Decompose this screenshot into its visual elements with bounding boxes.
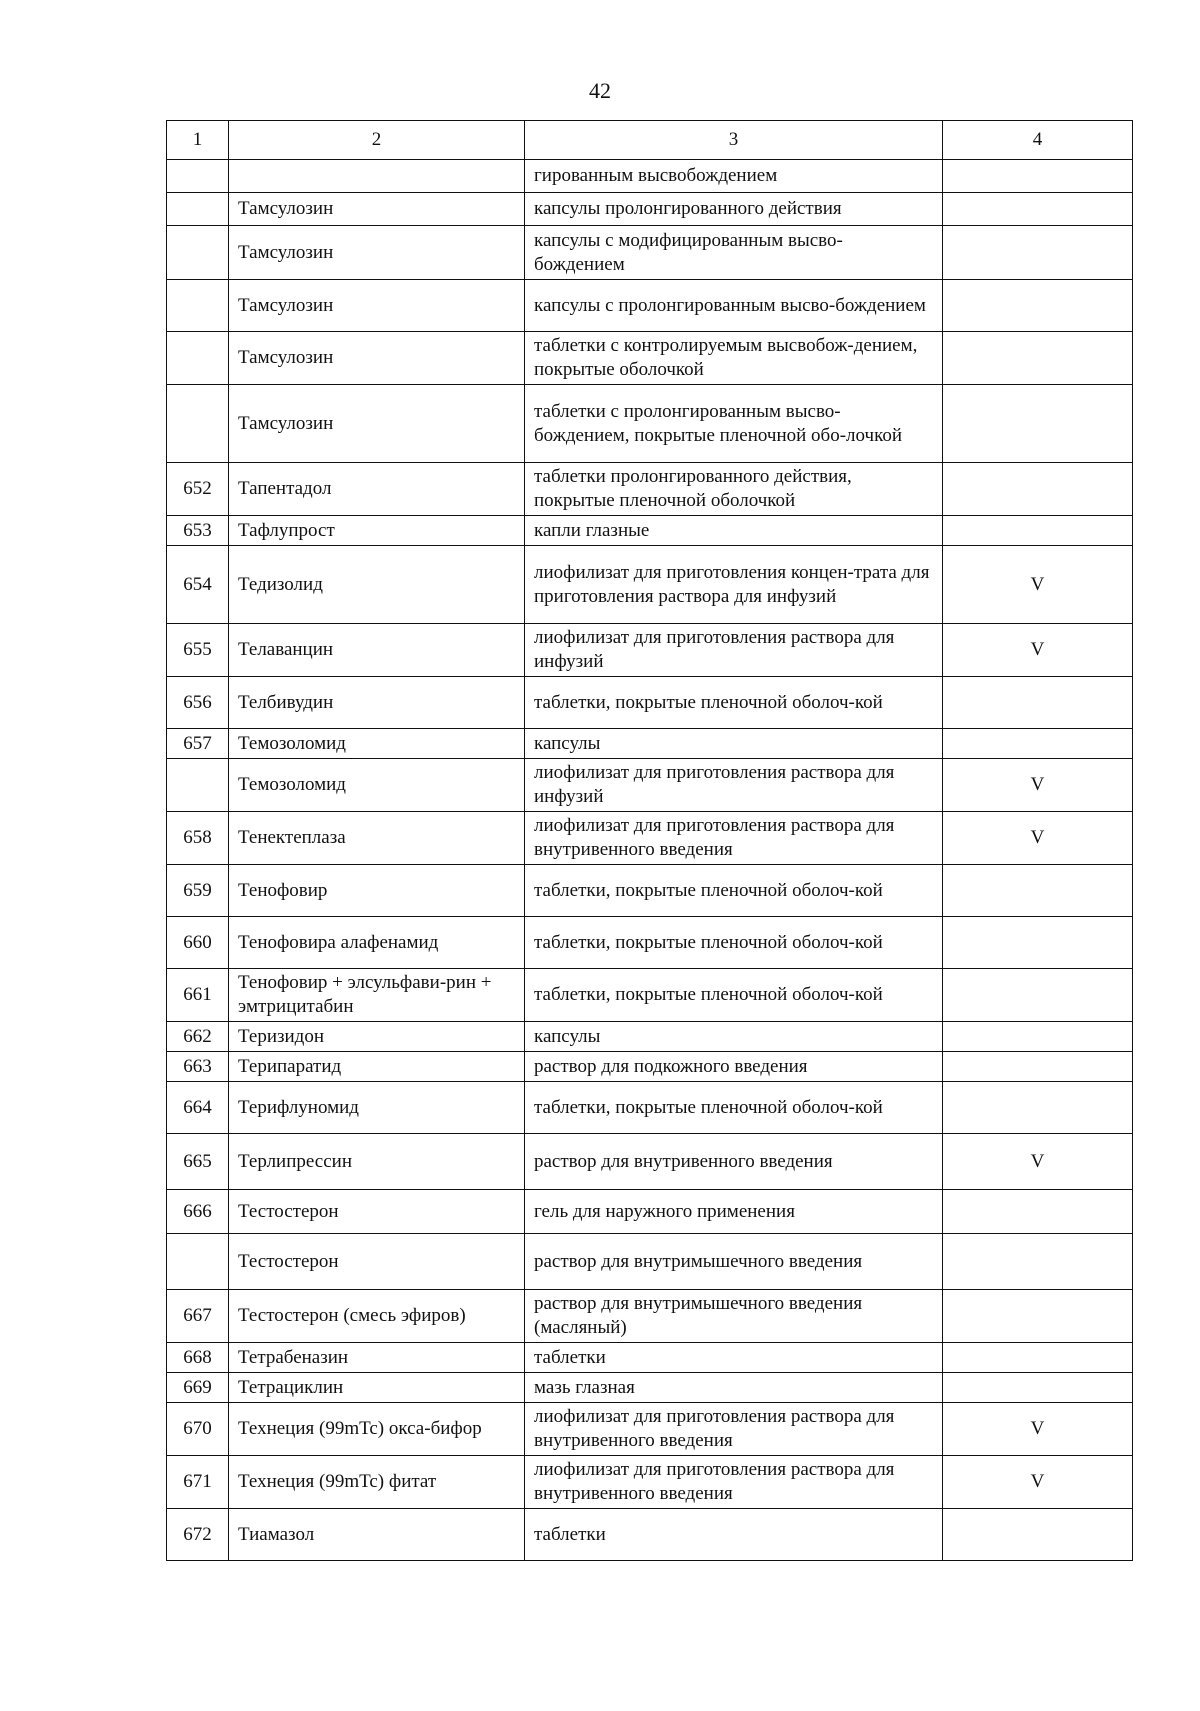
drug-name: Терифлуномид — [229, 1082, 525, 1134]
table-row — [167, 1456, 1133, 1509]
table-row — [167, 1052, 1133, 1082]
drug-name: Терипаратид — [229, 1052, 525, 1082]
table-row — [167, 226, 1133, 280]
mark-cell — [943, 1373, 1133, 1403]
row-number — [167, 160, 229, 193]
mark-cell — [943, 677, 1133, 729]
mark-cell — [943, 1343, 1133, 1373]
dosage-form: капсулы с пролонгированным высво-бождением — [525, 280, 943, 332]
dosage-form: таблетки — [525, 1509, 943, 1561]
drug-name: Тестостерон (смесь эфиров) — [229, 1290, 525, 1343]
drug-name: Тиамазол — [229, 1509, 525, 1561]
drug-name: Темозоломид — [229, 759, 525, 812]
drug-name: Тетрабеназин — [229, 1343, 525, 1373]
table-row — [167, 1509, 1133, 1561]
row-number: 669 — [167, 1373, 229, 1403]
row-number — [167, 280, 229, 332]
drug-name — [229, 160, 525, 193]
row-number — [167, 1234, 229, 1290]
mark-cell — [943, 1290, 1133, 1343]
dosage-form: таблетки — [525, 1343, 943, 1373]
dosage-form: раствор для внутримышечного введения (масляный) — [525, 1290, 943, 1343]
row-number: 654 — [167, 546, 229, 624]
dosage-form: капсулы — [525, 729, 943, 759]
dosage-form: таблетки с контролируемым высвобож-дением, покрытые оболочкой — [525, 332, 943, 385]
table-row — [167, 969, 1133, 1022]
table-row — [167, 1234, 1133, 1290]
column-header-3: 3 — [525, 121, 943, 160]
row-number: 670 — [167, 1403, 229, 1456]
dosage-form: мазь глазная — [525, 1373, 943, 1403]
dosage-form: капсулы с модифицированным высво-бождением — [525, 226, 943, 280]
dosage-form: гель для наружного применения — [525, 1190, 943, 1234]
row-number: 652 — [167, 463, 229, 516]
table-row — [167, 1082, 1133, 1134]
row-number: 661 — [167, 969, 229, 1022]
mark-cell — [943, 1190, 1133, 1234]
dosage-form: таблетки, покрытые пленочной оболоч-кой — [525, 865, 943, 917]
drug-name: Теризидон — [229, 1022, 525, 1052]
dosage-form: лиофилизат для приготовления раствора для инфузий — [525, 759, 943, 812]
dosage-form: лиофилизат для приготовления концен-трата для приготовления раствора для инфузий — [525, 546, 943, 624]
row-number: 659 — [167, 865, 229, 917]
row-number: 668 — [167, 1343, 229, 1373]
table-row — [167, 917, 1133, 969]
page-number: 42 — [589, 78, 611, 103]
row-number — [167, 332, 229, 385]
dosage-form: таблетки, покрытые пленочной оболоч-кой — [525, 1082, 943, 1134]
table-row — [167, 1134, 1133, 1190]
row-number: 662 — [167, 1022, 229, 1052]
row-number: 657 — [167, 729, 229, 759]
table-row — [167, 546, 1133, 624]
drug-name: Тапентадол — [229, 463, 525, 516]
table-body — [167, 160, 1133, 1561]
row-number — [167, 759, 229, 812]
mark-cell — [943, 1234, 1133, 1290]
dosage-form: капли глазные — [525, 516, 943, 546]
mark-cell — [943, 1509, 1133, 1561]
dosage-form: лиофилизат для приготовления раствора для внутривенного введения — [525, 812, 943, 865]
mark-cell — [943, 280, 1133, 332]
drug-name: Тафлупрост — [229, 516, 525, 546]
mark-cell: V — [943, 759, 1133, 812]
dosage-form: раствор для внутривенного введения — [525, 1134, 943, 1190]
table-row — [167, 1373, 1133, 1403]
drug-name: Тамсулозин — [229, 385, 525, 463]
table-row — [167, 759, 1133, 812]
mark-cell — [943, 865, 1133, 917]
table-row — [167, 1403, 1133, 1456]
row-number: 656 — [167, 677, 229, 729]
row-number: 672 — [167, 1509, 229, 1561]
table-row — [167, 160, 1133, 193]
mark-cell: V — [943, 546, 1133, 624]
table-row — [167, 1343, 1133, 1373]
table-row — [167, 677, 1133, 729]
table-row — [167, 385, 1133, 463]
row-number: 666 — [167, 1190, 229, 1234]
row-number — [167, 193, 229, 226]
table-row — [167, 812, 1133, 865]
dosage-form: капсулы пролонгированного действия — [525, 193, 943, 226]
dosage-form: таблетки, покрытые пленочной оболоч-кой — [525, 677, 943, 729]
mark-cell — [943, 729, 1133, 759]
mark-cell — [943, 1082, 1133, 1134]
drug-name: Тамсулозин — [229, 193, 525, 226]
table-row — [167, 332, 1133, 385]
drug-name: Технеция (99mTc) окса-бифор — [229, 1403, 525, 1456]
dosage-form: раствор для внутримышечного введения — [525, 1234, 943, 1290]
dosage-form: таблетки с пролонгированным высво-бождением, покрытые пленочной обо-лочкой — [525, 385, 943, 463]
drug-name: Тедизолид — [229, 546, 525, 624]
drug-name: Тамсулозин — [229, 332, 525, 385]
drug-name: Тамсулозин — [229, 280, 525, 332]
dosage-form: лиофилизат для приготовления раствора для инфузий — [525, 624, 943, 677]
table-row — [167, 1022, 1133, 1052]
drug-name: Тенофовир — [229, 865, 525, 917]
drug-name: Телаванцин — [229, 624, 525, 677]
mark-cell: V — [943, 1456, 1133, 1509]
mark-cell — [943, 516, 1133, 546]
row-number: 663 — [167, 1052, 229, 1082]
dosage-form: таблетки, покрытые пленочной оболоч-кой — [525, 969, 943, 1022]
dosage-form: лиофилизат для приготовления раствора для внутривенного введения — [525, 1403, 943, 1456]
dosage-form: таблетки, покрытые пленочной оболоч-кой — [525, 917, 943, 969]
drug-name: Темозоломид — [229, 729, 525, 759]
table-row — [167, 463, 1133, 516]
mark-cell — [943, 332, 1133, 385]
mark-cell — [943, 1022, 1133, 1052]
dosage-form: таблетки пролонгированного действия, покрытые пленочной оболочкой — [525, 463, 943, 516]
drug-name: Телбивудин — [229, 677, 525, 729]
table-row — [167, 729, 1133, 759]
mark-cell: V — [943, 1134, 1133, 1190]
drug-table — [166, 120, 1133, 1561]
table-row — [167, 516, 1133, 546]
table-row — [167, 865, 1133, 917]
drug-name: Тетрациклин — [229, 1373, 525, 1403]
dosage-form: раствор для подкожного введения — [525, 1052, 943, 1082]
table-row — [167, 624, 1133, 677]
dosage-form: лиофилизат для приготовления раствора для внутривенного введения — [525, 1456, 943, 1509]
mark-cell — [943, 160, 1133, 193]
table-row — [167, 193, 1133, 226]
column-header-1: 1 — [167, 121, 229, 160]
mark-cell — [943, 193, 1133, 226]
dosage-form: капсулы — [525, 1022, 943, 1052]
drug-name: Технеция (99mTc) фитат — [229, 1456, 525, 1509]
drug-name: Тестостерон — [229, 1190, 525, 1234]
table-row — [167, 1190, 1133, 1234]
mark-cell — [943, 463, 1133, 516]
row-number: 665 — [167, 1134, 229, 1190]
table-row — [167, 1290, 1133, 1343]
drug-name: Тенофовира алафенамид — [229, 917, 525, 969]
mark-cell: V — [943, 624, 1133, 677]
drug-name: Терлипрессин — [229, 1134, 525, 1190]
row-number: 671 — [167, 1456, 229, 1509]
row-number: 653 — [167, 516, 229, 546]
row-number — [167, 226, 229, 280]
mark-cell: V — [943, 812, 1133, 865]
table-row — [167, 280, 1133, 332]
column-header-4: 4 — [943, 121, 1133, 160]
mark-cell — [943, 917, 1133, 969]
row-number — [167, 385, 229, 463]
row-number: 664 — [167, 1082, 229, 1134]
row-number: 655 — [167, 624, 229, 677]
drug-name: Тамсулозин — [229, 226, 525, 280]
header-row — [167, 121, 1133, 160]
row-number: 667 — [167, 1290, 229, 1343]
column-header-2: 2 — [229, 121, 525, 160]
mark-cell — [943, 1052, 1133, 1082]
dosage-form: гированным высвобождением — [525, 160, 943, 193]
mark-cell: V — [943, 1403, 1133, 1456]
mark-cell — [943, 969, 1133, 1022]
drug-name: Тестостерон — [229, 1234, 525, 1290]
mark-cell — [943, 226, 1133, 280]
row-number: 660 — [167, 917, 229, 969]
drug-name: Тенофовир + элсульфави-рин + эмтрицитабин — [229, 969, 525, 1022]
drug-name: Тенектеплаза — [229, 812, 525, 865]
mark-cell — [943, 385, 1133, 463]
row-number: 658 — [167, 812, 229, 865]
